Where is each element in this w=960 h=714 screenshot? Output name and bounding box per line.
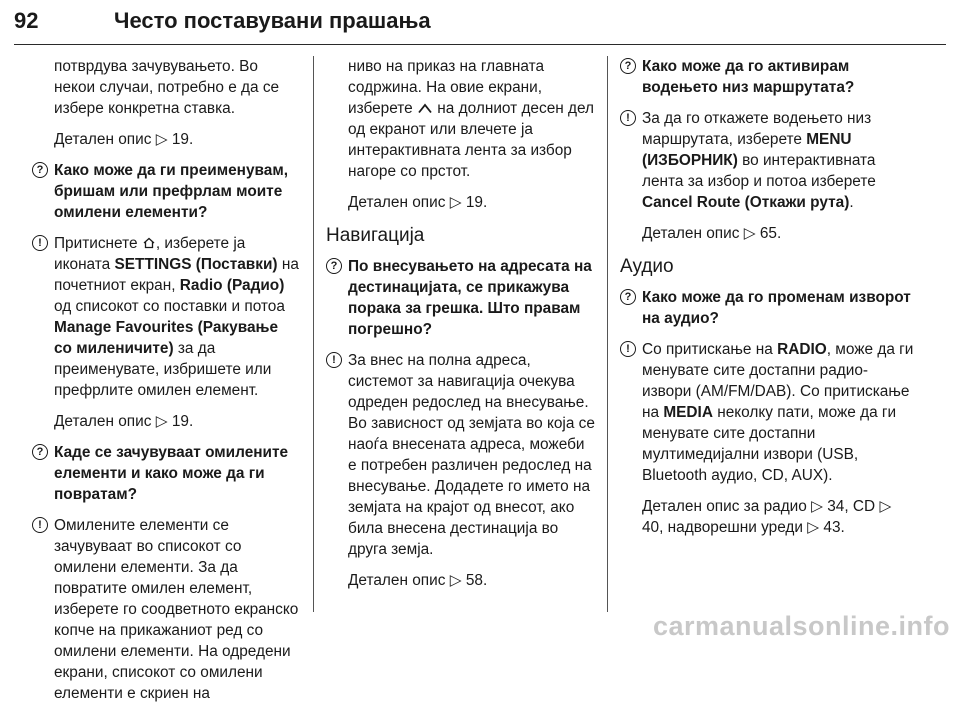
continued-text: ниво на приказ на главната содржина. На овие екрани, изберете на долниот десен дел од екранот или влечете ја интерактивната лента за избор нагоре со прстот. [348, 58, 595, 180]
exclamation-icon: ! [326, 352, 342, 368]
intro-reference: Детален опис ▷ 19. [54, 131, 194, 148]
question-icon: ? [620, 58, 636, 74]
column-divider-2 [607, 56, 608, 612]
exclamation-icon: ! [620, 110, 636, 126]
answer-nav-1: ! За внес на полна адреса, системот за навигација очекува одреден редослед на внесување. Во зависност од земјата во која се наоѓа внесената адреса, можеби е потребен различен редослед на внесување. Додадете го името на земјата на крајот од внесот, ако била внесена дестинација во друга земја. [326, 350, 596, 560]
question-audio-1: ? Како може да го променам изворот на аудио? [620, 287, 916, 329]
question-1: ? Како може да ги преименувам, бришам или префрлам моите омилени елементи? [32, 160, 300, 223]
column-2 [326, 56, 596, 601]
answer-audio-1-reference: Детален опис за радио ▷ 34, CD ▷ 40, надворешни уреди ▷ 43. [642, 498, 892, 536]
section-title-audio: Аудио [620, 256, 674, 277]
page-header [14, 4, 946, 44]
ref-arrow-icon: ▷ [155, 131, 168, 148]
section-title-navigation: Навигација [326, 225, 425, 246]
ref-arrow-icon: ▷ [807, 519, 820, 536]
answer-1: ! Притиснете , изберете ја иконата SETTINGS (Поставки) на почетниот екран, Radio (Радио) од списокот со поставки и потоа Manage Favourites (Ракување со миленичите) за да преименувате, избришете или префрлите омилен елемент. [32, 233, 300, 401]
watermark: carmanualsonline.info [652, 611, 950, 641]
answer-nav-1-reference: Детален опис ▷ 58. [348, 572, 488, 589]
ref-arrow-icon: ▷ [811, 498, 823, 515]
question-icon: ? [32, 162, 48, 178]
ref-arrow-icon: ▷ [879, 498, 892, 515]
question-icon: ? [326, 258, 342, 274]
question-nav-1: ? По внесувањето на адресата на дестинацијата, се прикажува порака за грешка. Што правам погрешно? [326, 256, 596, 340]
page-number: 92 [14, 8, 39, 33]
answer-2: ! Омилените елементи се зачувуваат во списокот со омилени елементи. За да повратите омилен елемент, изберете го соодветното екранско копче на прикажаниот ред со омилени елементи. На одредени екрани, списокот со омилени елементи е скриен на [32, 515, 300, 704]
answer-nav-2-reference: Детален опис ▷ 65. [642, 225, 782, 242]
answer-audio-1: ! Со притискање на RADIO, може да ги менувате сите достапни радио-извори (AM/FM/DAB). Со притискање на MEDIA неколку пати, може да ги менувате сите достапни мултимедијални извори (USB, Bluetooth аудио, CD, AUX). [620, 339, 916, 486]
exclamation-icon: ! [32, 235, 48, 251]
ref-arrow-icon: ▷ [449, 194, 462, 211]
question-2: ? Каде се зачувуваат омилените елементи и како може да ги повратам? [32, 442, 300, 505]
home-icon [142, 237, 156, 249]
intro-text: потврдува зачувувањето. Во некои случаи, потребно е да се избере конкретна ставка. [54, 58, 280, 117]
question-icon: ? [32, 444, 48, 460]
exclamation-icon: ! [620, 341, 636, 357]
header-rule [14, 44, 946, 45]
answer-1-reference: Детален опис ▷ 19. [54, 413, 194, 430]
ref-arrow-icon: ▷ [449, 572, 462, 589]
column-divider-1 [313, 56, 314, 612]
continued-reference: Детален опис ▷ 19. [348, 194, 488, 211]
chevron-up-icon [417, 103, 433, 114]
question-icon: ? [620, 289, 636, 305]
page-title: Често поставувани прашања [114, 8, 431, 33]
column-1 [32, 56, 300, 714]
column-3 [620, 56, 916, 548]
exclamation-icon: ! [32, 517, 48, 533]
ref-arrow-icon: ▷ [155, 413, 168, 430]
answer-nav-2: ! За да го откажете водењето низ маршрутата, изберете MENU (ИЗБОРНИК) во интерактивната лента за избор и потоа изберете Cancel Route (Откажи рута). [620, 108, 916, 213]
ref-arrow-icon: ▷ [743, 225, 756, 242]
question-nav-2: ? Како може да го активирам водењето низ маршрутата? [620, 56, 916, 98]
